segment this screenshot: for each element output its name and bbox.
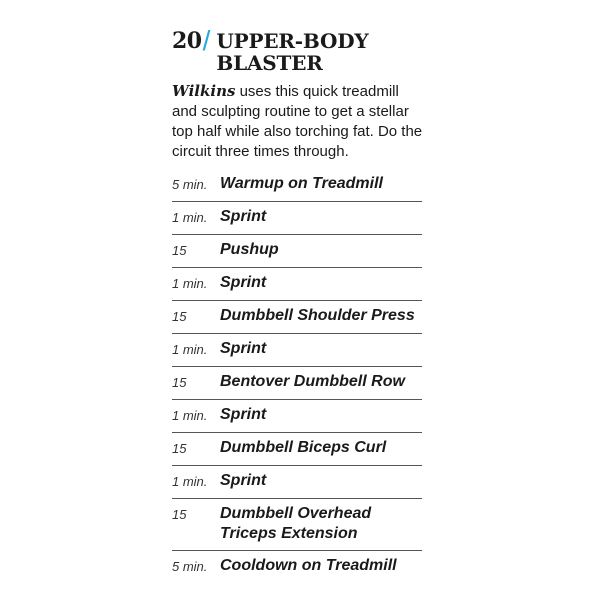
exercise-duration: 1 min. [172, 210, 208, 225]
exercise-row [172, 367, 422, 400]
exercise-name: Sprint [220, 406, 267, 423]
exercise-row [172, 466, 422, 499]
intro-text: uses this quick treadmill and sculpting routine to get a stellar top half while also torching fat. Do the circuit three times through. [172, 83, 423, 160]
exercise-name: Warmup on Treadmill [220, 175, 383, 192]
exercise-row [172, 499, 422, 551]
exercise-name: Sprint [220, 208, 267, 225]
exercise-name: Dumbbell Biceps Curl [220, 439, 387, 456]
exercise-duration: 1 min. [172, 342, 208, 357]
exercise-name: Dumbbell Overhead Triceps Extension [220, 505, 372, 542]
exercise-row [172, 202, 422, 235]
workout-number: 20 [172, 28, 202, 54]
exercise-row [172, 235, 422, 268]
exercise-name: Sprint [220, 274, 267, 291]
exercise-duration: 5 min. [172, 177, 208, 192]
exercise-row [172, 301, 422, 334]
accent-slash: / [202, 25, 211, 56]
workout-title: UPPER-BODY BLASTER [216, 29, 369, 75]
exercise-duration: 1 min. [172, 474, 208, 489]
trainer-name: Wilkins [172, 82, 236, 100]
exercise-duration: 15 [172, 441, 187, 456]
exercise-name: Dumbbell Shoulder Press [220, 307, 415, 324]
exercise-name: Pushup [220, 241, 279, 258]
exercise-list [172, 169, 422, 584]
exercise-name: Cooldown on Treadmill [220, 557, 397, 574]
exercise-row [172, 169, 422, 202]
exercise-duration: 15 [172, 507, 187, 522]
exercise-row [172, 334, 422, 367]
exercise-duration: 1 min. [172, 408, 208, 423]
workout-card [172, 25, 424, 162]
workout-header [172, 25, 424, 75]
exercise-duration: 5 min. [172, 559, 208, 574]
exercise-name: Sprint [220, 340, 267, 357]
exercise-duration: 15 [172, 243, 187, 258]
exercise-row [172, 551, 422, 584]
exercise-row [172, 433, 422, 466]
exercise-name: Sprint [220, 472, 267, 489]
exercise-name: Bentover Dumbbell Row [220, 373, 405, 390]
exercise-duration: 15 [172, 309, 187, 324]
exercise-duration: 1 min. [172, 276, 208, 291]
exercise-row [172, 268, 422, 301]
workout-intro [172, 81, 424, 162]
exercise-row [172, 400, 422, 433]
exercise-duration: 15 [172, 375, 187, 390]
